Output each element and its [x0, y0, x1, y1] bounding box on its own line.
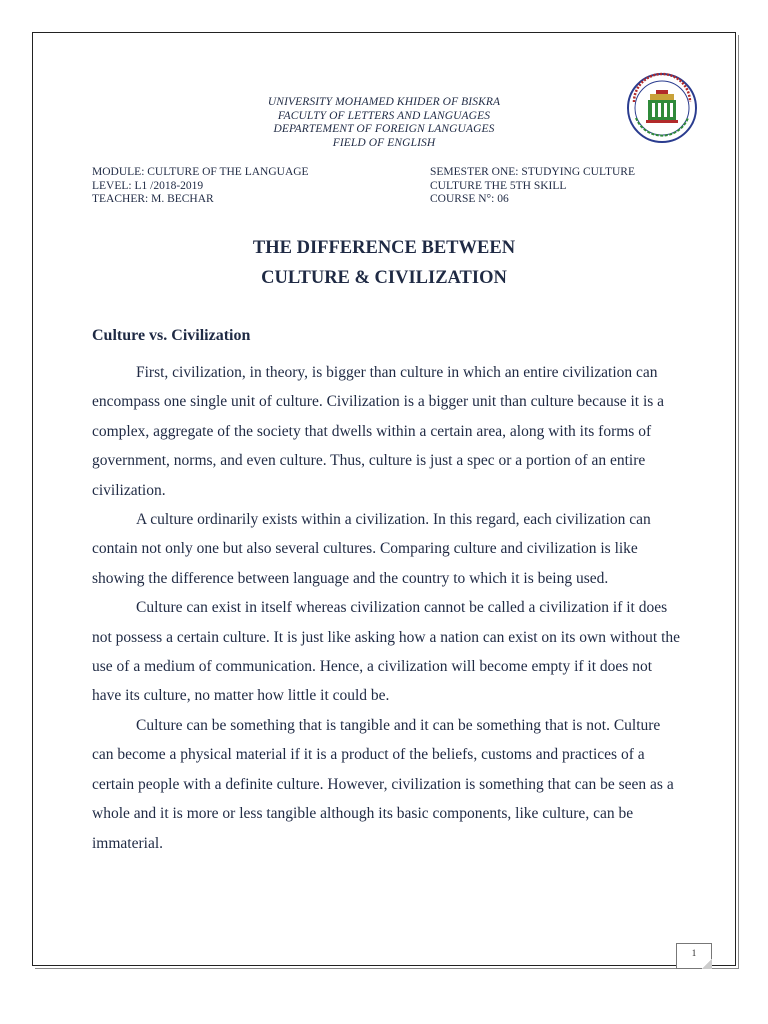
field-name: FIELD OF ENGLISH	[332, 136, 436, 149]
paragraph: Culture can exist in itself whereas civilization cannot be called a civilization if it does not possess a certain culture. It is just like asking how a nation can exist on its own without the use of a medium of communication. Hence, a civilization will become empty if it does not have its culture, no matter how little it could be.	[92, 599, 681, 705]
university-seal-icon	[626, 72, 698, 144]
course-meta-left	[92, 166, 309, 207]
course-number-label: COURSE N°: 06	[430, 193, 509, 205]
body-text	[92, 358, 682, 858]
paragraph: Culture can be something that is tangible and it can be something that is not. Culture can become a physical material if it is a product of the beliefs, customs and practices of a certain people with a definite culture. However, civilization is something that can be seen as a whole and it is more or less tangible although its basic components, like culture, can be immaterial.	[92, 716, 674, 852]
module-label: MODULE: CULTURE OF THE LANGUAGE	[92, 166, 309, 178]
faculty-name: FACULTY OF LETTERS AND LANGUAGES	[277, 109, 491, 122]
page-number: 1	[691, 948, 697, 958]
teacher-label: TEACHER: M. BECHAR	[92, 193, 214, 205]
page-curl-icon	[702, 959, 712, 969]
semester-label: SEMESTER ONE: STUDYING CULTURE	[430, 166, 635, 178]
paragraph: First, civilization, in theory, is bigger than culture in which an entire civilization can encompass one single unit of culture. Civilization is a bigger unit than culture because it is a complex, aggregate of the society that dwells within a certain area, along with its forms of government, norms, and even culture. Thus, culture is just a spec or a portion of an entire civilization.	[92, 364, 665, 499]
skill-label: CULTURE THE 5TH SKILL	[430, 179, 567, 192]
section-heading: Culture vs. Civilization	[92, 327, 251, 344]
level-label: LEVEL: L1 /2018-2019	[92, 179, 204, 192]
university-name: UNIVERSITY MOHAMED KHIDER OF BISKRA	[267, 96, 501, 108]
department-name: DEPARTEMENT OF FOREIGN LANGUAGES	[273, 123, 495, 135]
page-number-box	[676, 943, 714, 971]
course-meta-right	[430, 166, 635, 207]
title-line: CULTURE & CIVILIZATION	[261, 268, 507, 288]
paragraph: A culture ordinarily exists within a civilization. In this regard, each civilization can contain not only one but also several cultures. Comparing culture and civilization is like showing the difference between language and the country to which it is being used.	[92, 511, 651, 587]
document-title	[0, 233, 768, 293]
title-line: THE DIFFERENCE BETWEEN	[252, 238, 516, 258]
